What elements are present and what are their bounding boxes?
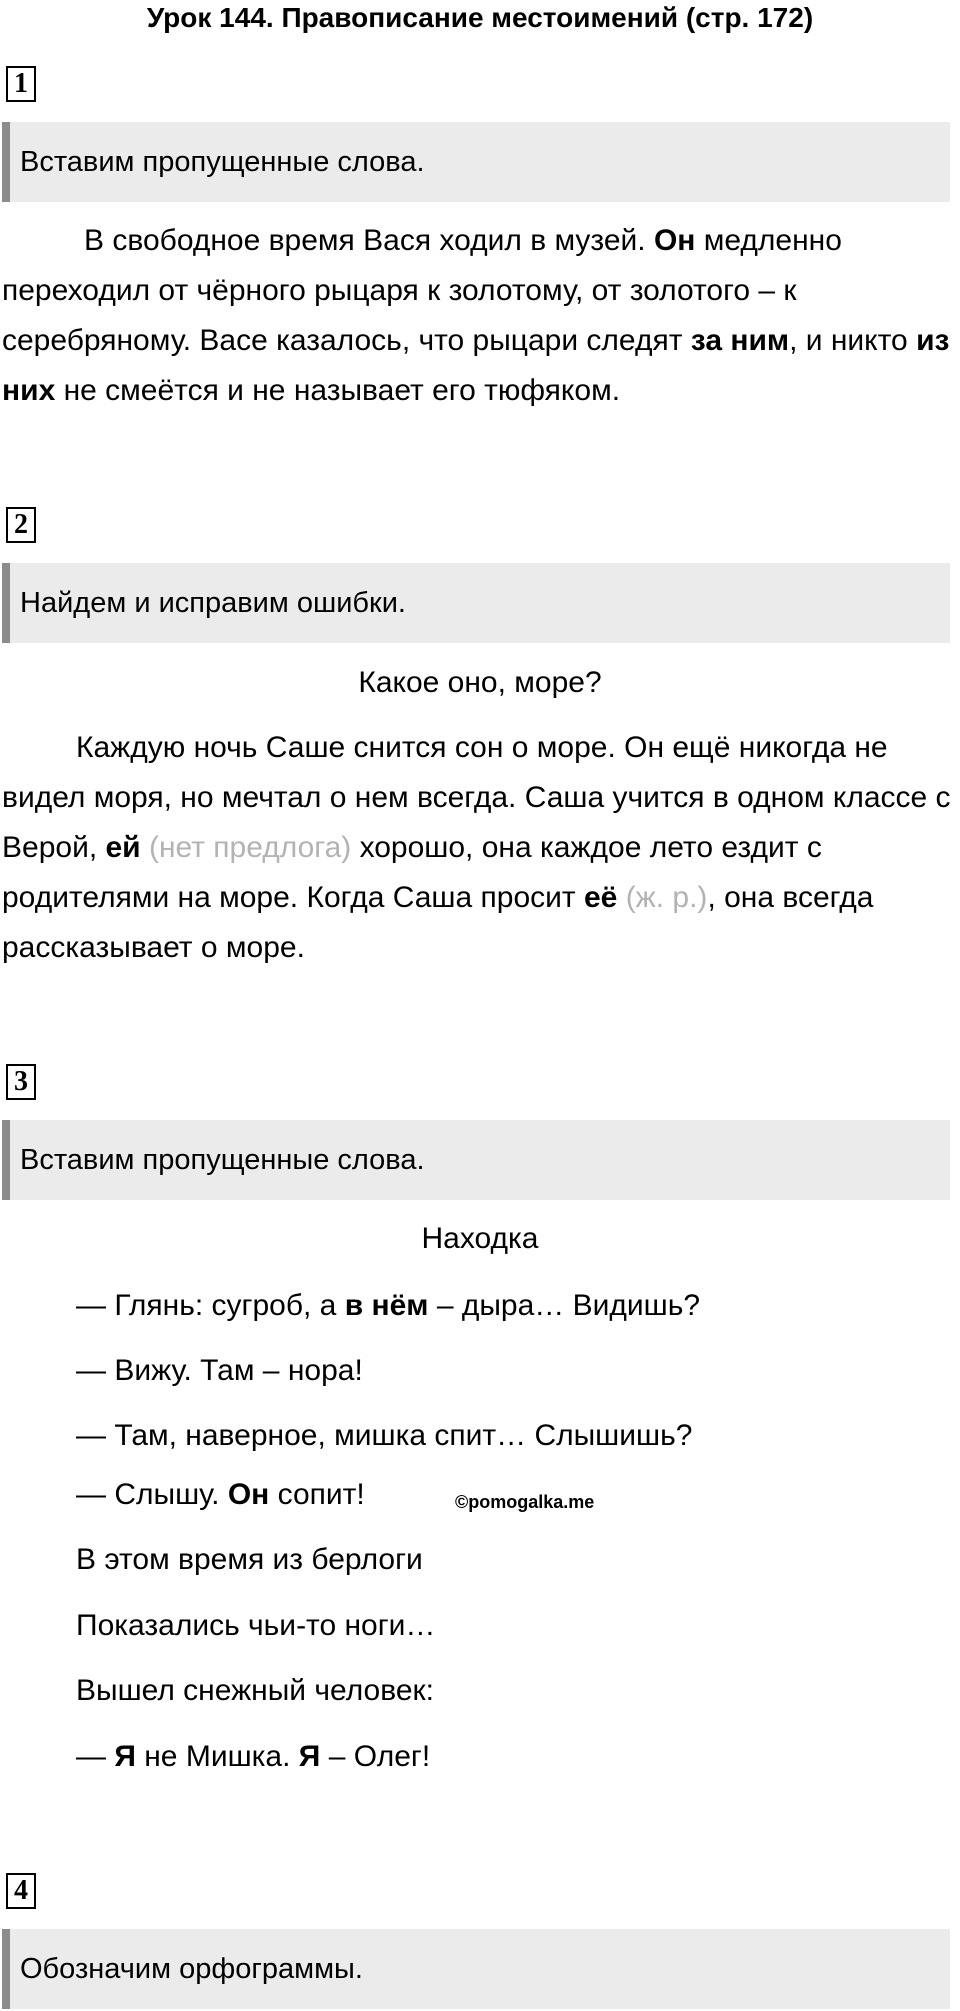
text-run: [141, 831, 149, 864]
text-run: В свободное время Вася ходил в музей.: [84, 224, 654, 257]
bold-word: Он: [653, 224, 696, 257]
poem-line: [76, 1470, 365, 1520]
text-run: Каждую ночь Саше снится сон о море. Он ещё никогда не видел моря, но мечтал о нем всегда. Саша учится в одном классе с Верой,: [2, 731, 951, 864]
text-run: хорошо, она каждое лето ездит с родителями на море. Когда Саша просит: [2, 831, 822, 914]
text-run: —: [76, 1740, 115, 1773]
watermark: ©pomogalka.me: [455, 1492, 595, 1512]
text-run: — Глянь: сугроб, а: [76, 1289, 345, 1322]
poem-line: [76, 1535, 423, 1585]
text-run: , и никто: [789, 324, 917, 357]
task-3-heading: Находка: [421, 1222, 539, 1255]
task-4-instruction: Обозначим орфограммы.: [2, 1929, 950, 2009]
task-1-text: [2, 216, 952, 416]
poem-line: [76, 1281, 700, 1331]
bold-word: в нём: [344, 1289, 429, 1322]
bold-word: за ним: [690, 324, 790, 357]
text-run: Показались чьи-то ноги…: [76, 1609, 436, 1642]
text-run: В этом время из берлоги: [76, 1543, 423, 1576]
poem-line: [76, 1411, 692, 1461]
task-2-text: [2, 723, 952, 973]
text-run: – Олег!: [320, 1740, 431, 1773]
poem-line: [76, 1346, 363, 1396]
text-run: , она всегда рассказывает о море.: [2, 881, 874, 964]
task-number-4: 4: [6, 1873, 36, 1909]
bold-word: из них: [2, 324, 950, 407]
text-run: — Слышу.: [76, 1478, 228, 1511]
bold-word: Я: [298, 1740, 321, 1773]
text-run: [617, 881, 625, 914]
text-run: – дыра… Видишь?: [428, 1289, 701, 1322]
task-1-instruction: Вставим пропущенные слова.: [2, 122, 950, 202]
text-run: не смеётся и не называет его тюфяком.: [55, 374, 621, 407]
bold-word: Он: [227, 1478, 270, 1511]
poem-line: [76, 1732, 430, 1782]
bold-word: ей: [105, 831, 141, 864]
bold-word: Я: [114, 1740, 136, 1773]
task-number-3: 3: [6, 1064, 36, 1100]
gray-note: (ж. р.): [625, 881, 708, 914]
poem-line: [76, 1601, 435, 1651]
page-title: Урок 144. Правописание местоимений (стр. 172): [146, 2, 814, 33]
poem-line: [76, 1666, 434, 1716]
task-number-2: 2: [6, 507, 36, 543]
text-run: не Мишка.: [135, 1740, 299, 1773]
text-run: медленно переходил от чёрного рыцаря к золотому, от золотого – к серебряному. Васе казалось, что рыцари следят: [2, 224, 842, 357]
task-number-1: 1: [6, 66, 36, 102]
text-run: — Вижу. Там – нора!: [76, 1354, 363, 1387]
text-run: сопит!: [269, 1478, 365, 1511]
task-2-instruction: Найдем и исправим ошибки.: [2, 563, 950, 643]
gray-note: (нет предлога): [148, 831, 352, 864]
text-run: — Там, наверное, мишка спит… Слышишь?: [76, 1419, 693, 1452]
bold-word: её: [583, 881, 618, 914]
task-3-instruction: Вставим пропущенные слова.: [2, 1120, 950, 1200]
text-run: Вышел снежный человек:: [76, 1674, 434, 1707]
task-2-heading: Какое оно, море?: [358, 666, 602, 699]
